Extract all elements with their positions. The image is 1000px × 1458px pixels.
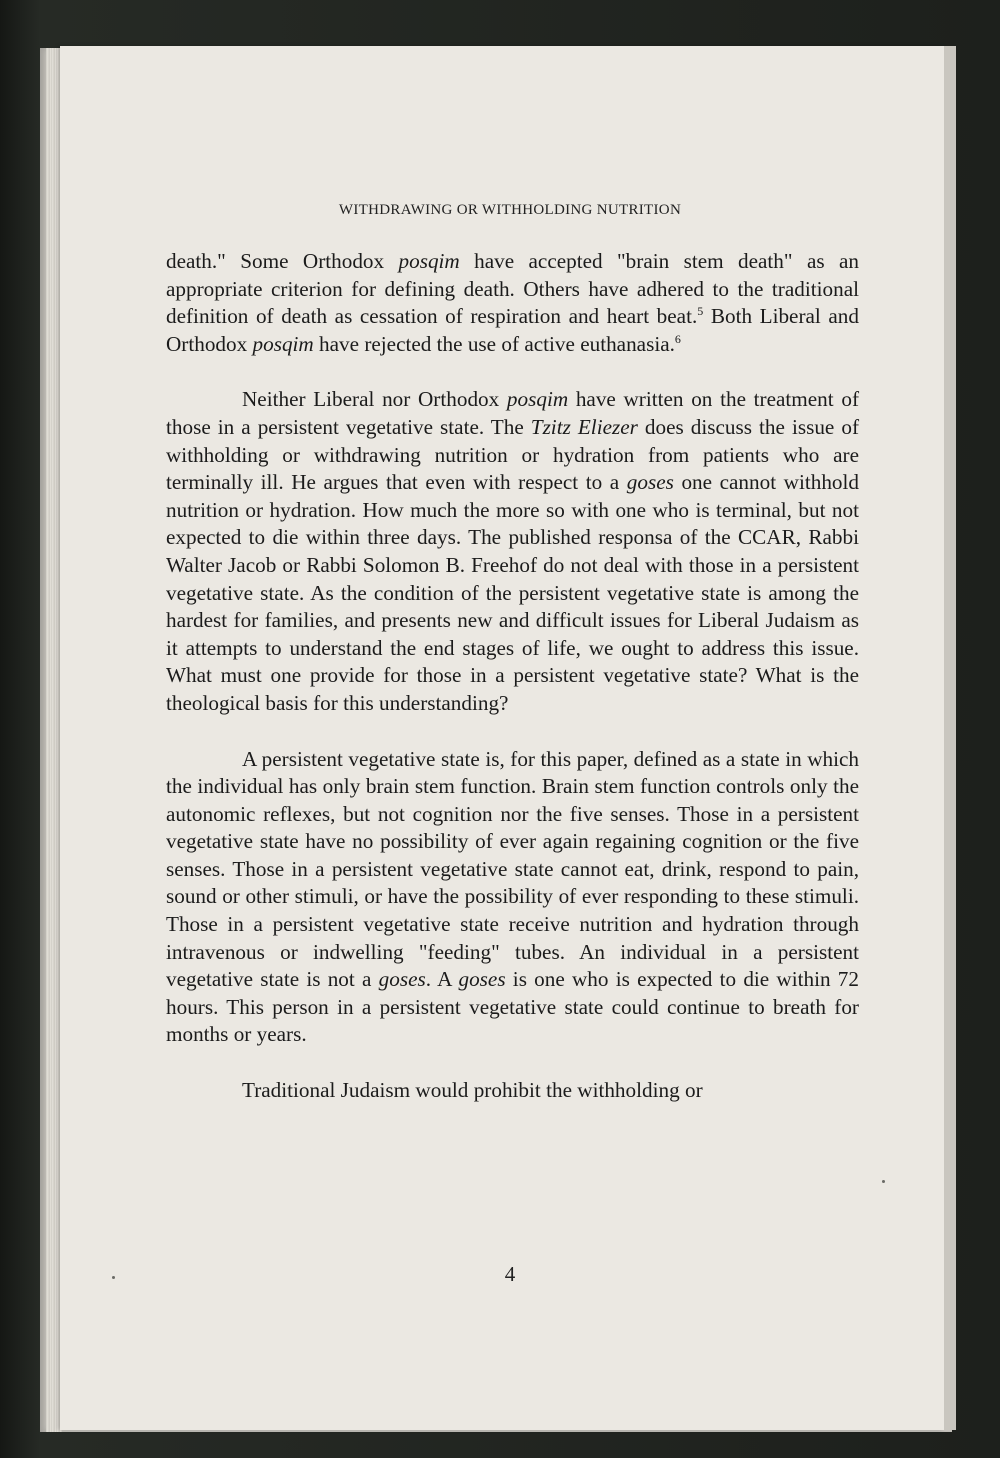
italic-term: goses	[458, 967, 506, 992]
italic-term: posqim	[398, 249, 460, 273]
scan-speck	[112, 1276, 115, 1279]
italic-term: Tzitz Eliezer	[530, 414, 638, 439]
text-span: death." Some Orthodox	[166, 249, 399, 273]
text-span: does discuss the issue of withholding or withdrawing nutrition or hydration from patients who are terminally ill. He argues that even with respect to a	[166, 414, 859, 495]
text-span: have written on the treatment of those in a persistent vegetative state. The	[166, 387, 859, 439]
italic-term: posqim	[252, 331, 314, 356]
text-span: Both Liberal and Orthodox	[166, 304, 859, 356]
page-right-edge	[944, 46, 956, 1430]
page-number: 4	[504, 1262, 516, 1286]
text-span: is one who is expected to die within 72 hours. This person in a persistent vegetative state could continue to breath for months or years.	[166, 967, 859, 1047]
text-span: have accepted "brain stem death" as an appropriate criterion for defining death. Others have adhered to the traditional definition of death as cessation of respiration and heart beat.	[166, 249, 860, 329]
italic-term: goses	[626, 470, 674, 495]
paragraph-4	[166, 1077, 859, 1105]
footnote-marker: 5	[697, 304, 704, 319]
footnote-marker: 6	[674, 331, 681, 346]
running-head: WITHDRAWING OR WITHHOLDING NUTRITION	[338, 202, 682, 218]
scan-speck	[882, 1180, 885, 1183]
paragraph-3	[166, 746, 859, 1050]
italic-term: posqim	[506, 387, 569, 412]
body-text	[166, 248, 859, 1105]
text-span: one cannot withhold nutrition or hydration. How much the more so with one who is terminal, but not expected to die within three days. The published responsa of the CCAR, Rabbi Walter Jacob or Rabbi Solomon B. Freehof do not deal with those in a persistent vegetative state. As the condition of the persistent vegetative state is among the hardest for families, and presents new and difficult issues for Liberal Judaism as it attempts to understand the end stages of life, we ought to address this issue. What must one provide for those in a persistent vegetative state? What is the theological basis for this understanding?	[166, 470, 860, 715]
text-span: Neither Liberal nor Orthodox	[242, 387, 507, 412]
italic-term: goses	[378, 967, 426, 992]
text-span: have rejected the use of active euthanasia.	[313, 331, 675, 356]
paragraph-2	[166, 386, 859, 717]
text-span: Traditional Judaism would prohibit the withholding or	[242, 1078, 703, 1103]
text-span: A persistent vegetative state is, for this paper, defined as a state in which the individual has only brain stem function. Brain stem function controls only the autonomic reflexes, but not cognition nor the five senses. Those in a persistent vegetative state have no possibility of ever again regaining cognition or the five senses. Those in a persistent vegetative state cannot eat, drink, respond to pain, sound or other stimuli, or have the possibility of ever responding to these stimuli. Those in a persistent vegetative state receive nutrition and hydration through intravenous or indwelling "feeding" tubes. An individual in a persistent vegetative state is not a	[166, 746, 859, 992]
text-span: . A	[425, 967, 459, 992]
paragraph-1	[166, 248, 859, 358]
